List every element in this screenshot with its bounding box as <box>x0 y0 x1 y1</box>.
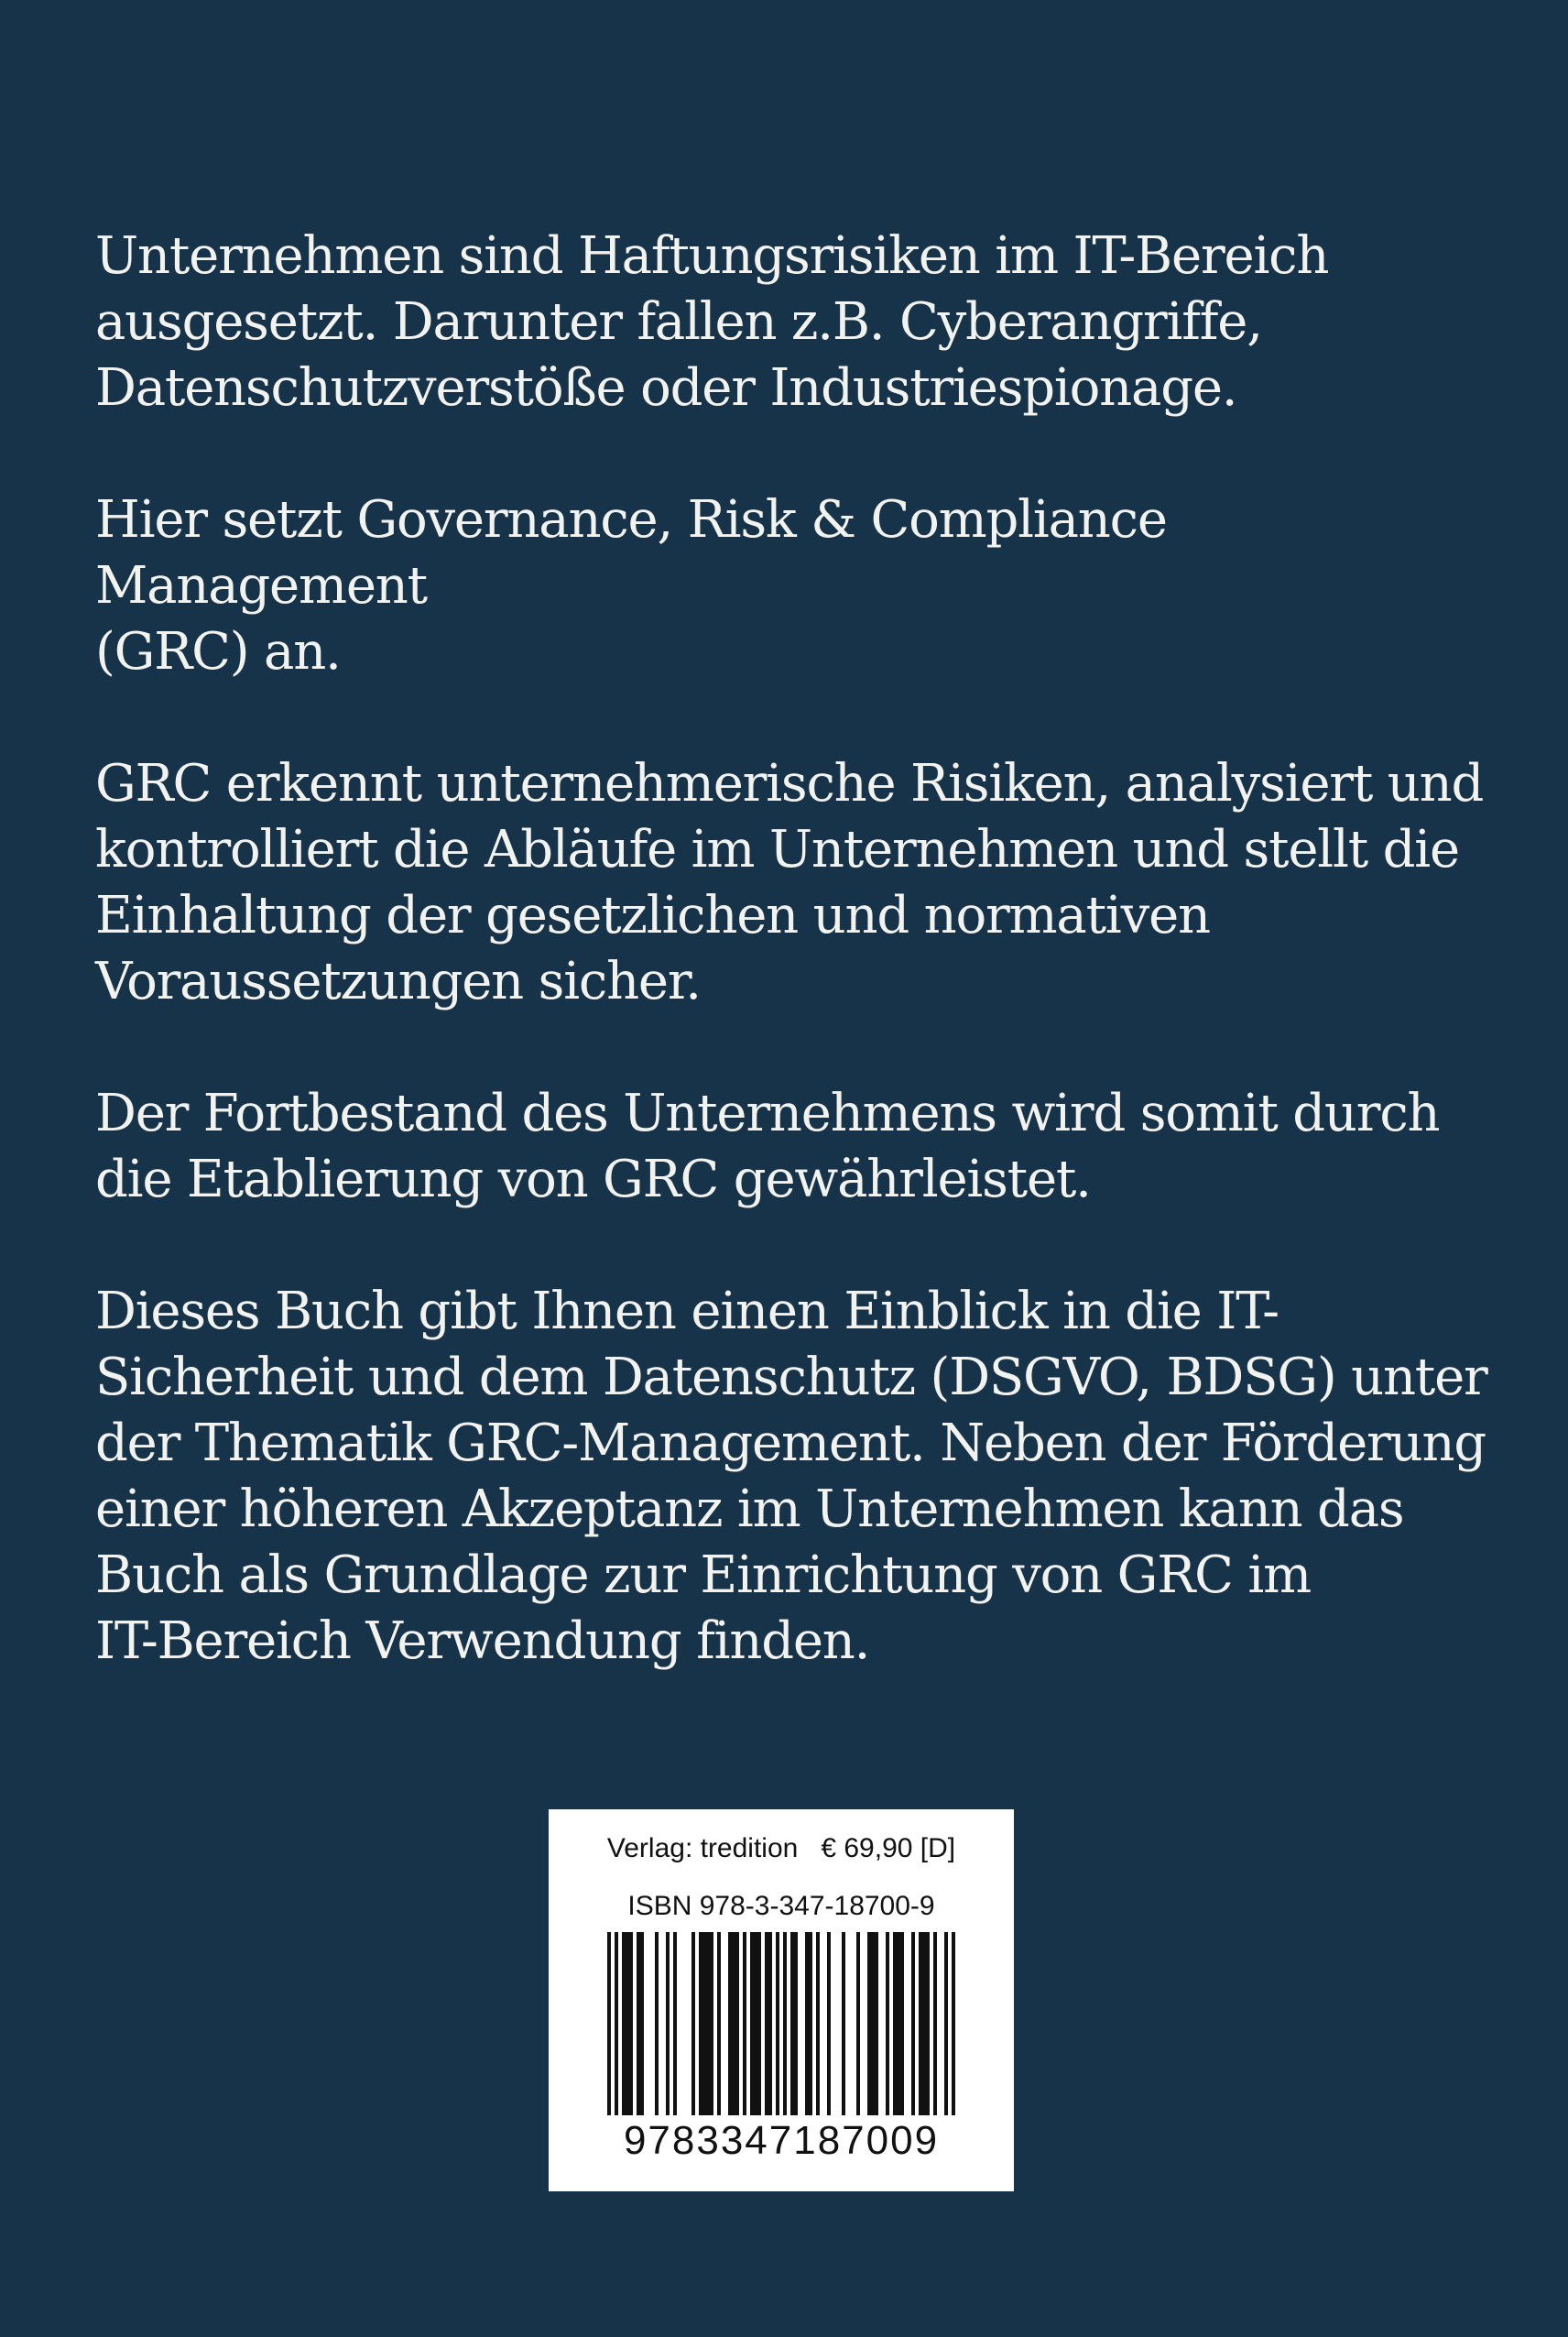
barcode-bar <box>622 1932 633 2115</box>
barcode-bar <box>933 1932 937 2115</box>
blurb-paragraph-continuity: Der Fortbestand des Unternehmens wird somit durch die Etablierung von GRC gewährleistet. <box>95 1084 1440 1209</box>
blurb-paragraph-grc-function: GRC erkennt unternehmerische Risiken, analysiert und kontrolliert die Abläufe im Unternehmen und stellt die Einhaltung der gesetzlichen und normativen Voraussetzungen sicher. <box>95 754 1484 1011</box>
barcode-bar <box>607 1932 611 2115</box>
barcode-bar <box>673 1932 677 2115</box>
barcode-bar <box>743 1932 746 2115</box>
publisher-price-line: Verlag: tredition € 69,90 [D] <box>606 1833 956 1863</box>
barcode-bar <box>750 1932 761 2115</box>
barcode-bar <box>886 1932 889 2115</box>
barcode-bar <box>728 1932 739 2115</box>
barcode-bar <box>911 1932 915 2115</box>
barcode-bar <box>944 1932 948 2115</box>
barcode-bar <box>655 1932 659 2115</box>
barcode-bar <box>919 1932 930 2115</box>
barcode-bar <box>783 1932 787 2115</box>
barcode-bar <box>867 1932 878 2115</box>
barcode-bar <box>699 1932 713 2115</box>
blurb-paragraph-book-summary: Dieses Buch gibt Ihnen einen Einblick in die IT- Sicherheit und dem Datenschutz (DSGVO, BDSG) unter der Thematik GRC-Management. Neben der Förderung einer höheren Akzeptanz im Unternehmen kann das Buch als Grundlage zur Einrichtung von GRC im IT-Bereich Verwendung finden. <box>95 1282 1487 1671</box>
blurb-text <box>95 224 1506 1741</box>
barcode-bar <box>805 1932 812 2115</box>
isbn-number: ISBN 978-3-347-18700-9 <box>627 1891 935 1921</box>
barcode-bar <box>856 1932 860 2115</box>
barcode-graphic <box>607 1932 955 2115</box>
barcode-bar <box>765 1932 772 2115</box>
barcode-bar <box>637 1932 644 2115</box>
blurb-paragraph-risks: Unternehmen sind Haftungsrisiken im IT-Bereich ausgesetzt. Darunter fallen z.B. Cyberangriffe, Datenschutzverstöße oder Industriespionage. <box>95 226 1329 418</box>
barcode-bar <box>952 1932 955 2115</box>
barcode-bar <box>666 1932 670 2115</box>
barcode-bar <box>776 1932 779 2115</box>
barcode-bar <box>893 1932 904 2115</box>
barcode-bar <box>615 1932 618 2115</box>
barcode-bar <box>717 1932 721 2115</box>
barcode-bar <box>827 1932 831 2115</box>
barcode-bar <box>842 1932 845 2115</box>
isbn-barcode-label <box>549 1809 1014 2191</box>
barcode-bar <box>816 1932 820 2115</box>
barcode-bar <box>691 1932 695 2115</box>
ean-digits: 9783347187009 <box>623 2118 940 2163</box>
barcode-bar <box>790 1932 798 2115</box>
blurb-paragraph-grc-intro: Hier setzt Governance, Risk & Compliance Management (GRC) an. <box>95 490 1167 682</box>
